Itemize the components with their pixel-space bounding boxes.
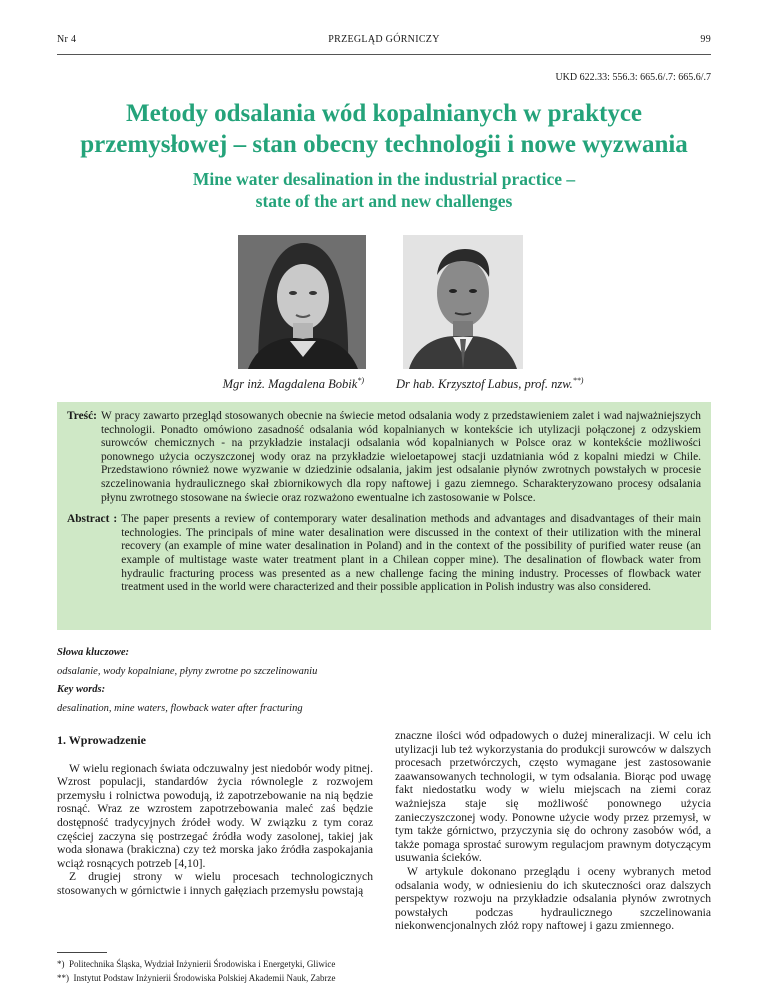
abstract-pl-text: W pracy zawarto przegląd stosowanych obecnie na świecie metod odsalania wody z przedstawieniem zalet i wad najważniejszych technologii. Ponadto omówiono zasadność odsalania wód kopalnianych w kontekście ich utylizacji połączonej z odzyskiem surowców chemicznych - na przykładzie instalacji odsalania wód kopalnianych w Polsce oraz w kontekście możliwości ponownego użycia oczyszczonej wody oraz na przykładzie wieloetapowej stacji uzdatniania wód z kopalni miedzi w Chile. Przedstawiono również nowe wyzwanie w dziedzinie odsalania, jakim jest odsalanie płynów zwrotnych powstałych w procesie szczelinowania hydraulicznego skał zbiornikowych dla ropy naftowej i gazu ziemnego. Scharakteryzowano procesy odsalania płynu zwrotnego stosowane na świecie oraz rozważono ewentualne ich zastosowanie w Polsce. — [100, 410, 701, 504]
footnote-1: *) Politechnika Śląska, Wydział Inżynierii Środowiska i Energetyki, Gliwice — [57, 959, 336, 969]
subtitle-line-1: Mine water desalination in the industrial practice – — [192, 169, 576, 189]
author-labus: Dr hab. Krzysztof Labus, prof. nzw.**) — [396, 376, 584, 392]
body-paragraph: W wielu regionach świata odczuwalny jest niedobór wody pitnej. Wzrost populacji, standardów życia równolegle z rozwojem przemysłu i rolnictwa powodują, iż zapotrzebowanie na nią będzie rosnąć. Wraz ze wzrostem zapotrzebowania maleć zaś będzie dostępność tradycyjnych źródeł wody. W związku z tym coraz częściej zaczyna się postrzegać źródła wody zasolonej, takiej jak woda słonawa (brakiczna) czy też morska jako źródła zaspokajania wciąż rosnących potrzeb [4,10]. — [57, 761, 373, 870]
keywords-en-values: desalination, mine waters, flowback water after fracturing — [57, 703, 303, 714]
body-paragraph: Z drugiej strony w wielu procesach technologicznych stosowanych w górnictwie i innych gałęziach przemysłu powstają — [57, 870, 373, 897]
abstract-pl — [67, 410, 701, 505]
udk-code: UKD 622.33: 556.3: 665.6/.7: 665.6/.7 — [555, 72, 711, 83]
keywords-en-heading: Key words: — [57, 684, 106, 695]
footnote-divider — [57, 952, 107, 953]
english-title — [80, 168, 688, 212]
author-photo-labus — [403, 235, 523, 369]
abstract-box — [57, 402, 711, 630]
page-number: 99 — [700, 34, 711, 45]
issue-number: Nr 4 — [57, 34, 77, 45]
abstract-en-text: The paper presents a review of contemporary water desalination methods and advantages and disadvantages of their main technologies. The principals of mine water desalination were discussed in the context of their utilization with the mineral recovery (an example of mine water desalination in Poland) and in the context of the possibility of purified water reuse (an example of multistage waste water treatment plant in a Chilean copper mine). The desalination of flowback water from hydraulic fracturing process was presented as a new challenge facing the mining industry. Processes of flowback water treatment used in the world were characterized and their possible application in Polish industry was also considered. — [121, 513, 701, 594]
subtitle-line-2: state of the art and new challenges — [255, 191, 513, 211]
keywords-pl-values: odsalanie, wody kopalniane, płyny zwrotne po szczelinowaniu — [57, 666, 318, 677]
author-photo-bobik — [238, 235, 366, 369]
author-bobik: Mgr inż. Magdalena Bobik*) — [222, 376, 364, 392]
left-column — [57, 734, 373, 898]
header-divider — [57, 54, 711, 55]
title-line-2: przemysłowej – stan obecny technologii i nowe wyzwania — [80, 131, 688, 158]
section-heading: 1. Wprowadzenie — [57, 733, 146, 747]
abstract-en: Abstract : The paper presents a review of contemporary water desalination methods and advantages and disadvantages of their main technologies. The principals of mine water desalination were discussed in the context of their utilization with the mineral recovery (an example of mine water desalination in Poland) and in the context of the possibility of purified water reuse (an example of multistage waste water treatment plant in a Chilean copper mine). The desalination of flowback water from hydraulic fracturing process was presented as a new challenge facing the mining industry. Processes of flowback water treatment used in the world were characterized and their possible application in Polish industry was also considered. — [67, 513, 701, 594]
footnote-2: **) Instytut Podstaw Inżynierii Środowiska Polskiej Akademii Nauk, Zabrze — [57, 973, 336, 983]
title-line-1: Metody odsalania wód kopalnianych w praktyce — [125, 100, 643, 127]
article-title — [40, 98, 728, 160]
right-column — [395, 729, 711, 933]
abstract-en-label: Abstract — [67, 513, 110, 526]
journal-name: PRZEGLĄD GÓRNICZY — [328, 34, 440, 45]
keywords-pl-heading: Słowa kluczowe: — [57, 647, 130, 658]
body-paragraph: znaczne ilości wód odpadowych o dużej mineralizacji. W celu ich utylizacji lub też wykorzystania do produkcji surowców w dalszych procesach przetwórczych, często wymagane jest zastosowanie zaawansowanych technologii, w tym odsalania. Biorąc pod uwagę fakt niedostatku wody w wielu miejscach na ziemi coraz ważniejsza staje się możliwość ponownego użycia zanieczyszczonej wody. Ponowne użycie wody przez przemysł, w tym także górnictwo, przyczynia się do ochrony zasobów wód, a także pomaga sprostać surowym regulacjom prawnym dotyczącym usuwania ścieków. — [395, 729, 711, 865]
abstract-pl-label: Treść: — [67, 410, 97, 422]
body-paragraph: W artykule dokonano przeglądu i oceny wybranych metod odsalania wody, w odniesieniu do ich skuteczności oraz dalszych perspektyw rozwoju na przykładzie odsalania płynów zwrotnych powstałych podczas hydraulicznego szczelinowania niekonwencjonalnych złóż ropy naftowej i gazu zmiennego. — [395, 864, 711, 933]
